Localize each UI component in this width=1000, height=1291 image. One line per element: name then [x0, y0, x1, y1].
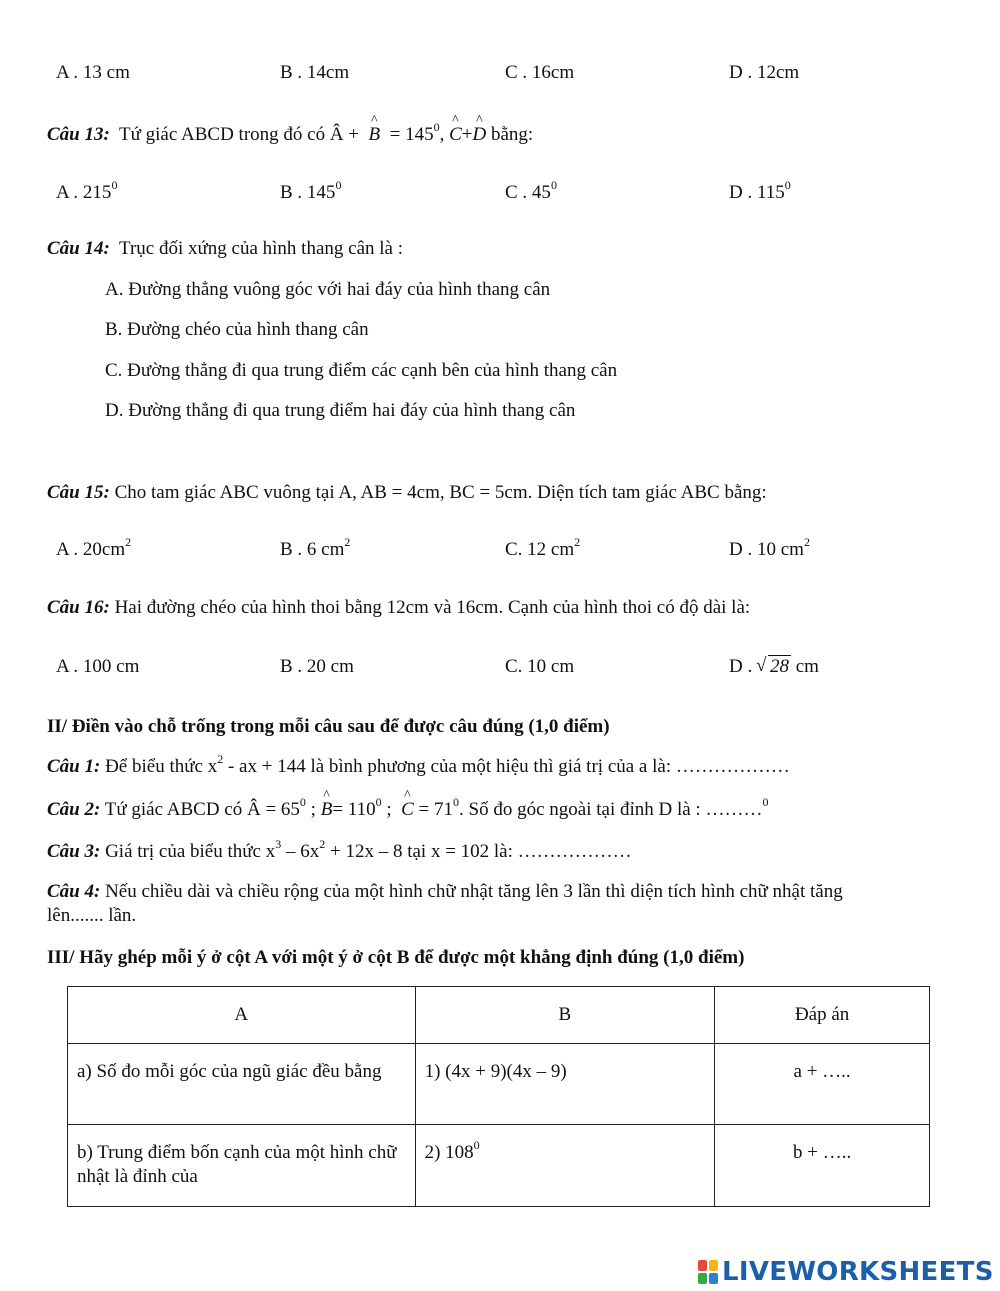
- header-col-b: B: [415, 987, 715, 1044]
- row2-answer[interactable]: b + …..: [715, 1125, 930, 1207]
- table-row: [68, 1044, 930, 1125]
- q12-option-b: B . 14cm: [280, 62, 350, 83]
- s2-question-1: Câu 1: Để biểu thức $x^2$ - ax + 144 là bình phương của một hiệu thì giá trị của a là: ………………: [47, 751, 790, 777]
- table-header-row: [68, 987, 930, 1044]
- row1-answer[interactable]: a + …..: [715, 1044, 930, 1125]
- q15-option-c: C. 12 $cm^2$: [505, 534, 581, 560]
- q13-option-b: B . $145^0$: [280, 177, 342, 203]
- matching-table: [67, 986, 930, 1207]
- q15-stem: Câu 15: Cho tam giác ABC vuông tại A, AB = 4cm, BC = 5cm. Diện tích tam giác ABC bằng:: [47, 482, 767, 503]
- q14-option-d: D. Đường thẳng đi qua trung điểm hai đáy của hình thang cân: [105, 400, 576, 421]
- q12-option-d: D . 12cm: [729, 62, 800, 83]
- s2-question-2: Câu 2: Tứ giác ABCD có Â = $65^0$ ; ^ $B= 110^0$ ; ^ $C = 71^0$. Số đo góc ngoài tại đỉnh D là : ………$^0$: [47, 799, 768, 821]
- row1-col-a: a) Số đo mỗi góc của ngũ giác đều bằng: [68, 1044, 416, 1125]
- q16-option-b: B . 20 cm: [280, 656, 354, 677]
- row2-col-b: 2) $108^0$: [415, 1125, 715, 1207]
- section2-heading: II/ Điền vào chỗ trống trong mỗi câu sau để được câu đúng (1,0 điểm): [47, 716, 610, 737]
- section3-heading: III/ Hãy ghép mỗi ý ở cột A với một ý ở cột B để được một khẳng định đúng (1,0 điểm): [47, 947, 745, 968]
- q16-option-d: D . √ 28 cm: [729, 656, 819, 678]
- row1-col-b: 1) (4x + 9)(4x – 9): [415, 1044, 715, 1125]
- q14-option-a: A. Đường thẳng vuông góc với hai đáy của hình thang cân: [105, 279, 551, 300]
- q13-label: Câu 13:: [47, 124, 110, 145]
- liveworksheets-logo: [698, 1257, 994, 1287]
- q14-label: Câu 14:: [47, 238, 110, 259]
- q14-option-b: B. Đường chéo của hình thang cân: [105, 319, 369, 340]
- q16-label: Câu 16:: [47, 597, 110, 618]
- q14-option-c: C. Đường thẳng đi qua trung điểm các cạnh bên của hình thang cân: [105, 360, 618, 381]
- q13-option-a: A . $215^0$: [56, 177, 118, 203]
- q16-option-c: C. 10 cm: [505, 656, 575, 677]
- q12-option-c: C . 16cm: [505, 62, 575, 83]
- q13-stem: Câu 13: Tứ giác ABCD trong đó có Â + ^ $B = 145^0$, ^ C+^ D bằng:: [47, 124, 533, 146]
- q13-option-d: D . $115^0$: [729, 177, 791, 203]
- row2-col-a: b) Trung điểm bốn cạnh của một hình chữ nhật là đỉnh của: [68, 1125, 416, 1207]
- q16-stem: Câu 16: Hai đường chéo của hình thoi bằng 12cm và 16cm. Cạnh của hình thoi có độ dài là:: [47, 597, 751, 618]
- q15-option-d: D . 10 $cm^2$: [729, 534, 810, 560]
- header-col-a: A: [68, 987, 416, 1044]
- header-col-answer: Đáp án: [715, 987, 930, 1044]
- s2-question-4-line2: lên....... lần.: [47, 905, 137, 926]
- q16-option-a: A . 100 cm: [56, 656, 140, 677]
- logo-mark-icon: [698, 1260, 718, 1284]
- q15-option-b: B . 6 $cm^2$: [280, 534, 351, 560]
- q12-option-a: A . 13 cm: [56, 62, 130, 83]
- q15-option-a: A . $20cm^2$: [56, 534, 132, 560]
- q15-label: Câu 15:: [47, 482, 110, 503]
- sqrt-symbol: √ 28: [757, 656, 791, 678]
- s2-question-3: Câu 3: Giá trị của biểu thức $x^3 - 6x^2 + 12x - 8$ tại x = 102 là: ………………: [47, 836, 632, 862]
- q14-stem: Câu 14: Trục đối xứng của hình thang cân là :: [47, 238, 403, 259]
- q13-option-c: C . $45^0$: [505, 177, 557, 203]
- logo-text: LIVEWORKSHEETS: [722, 1257, 994, 1287]
- table-row: [68, 1125, 930, 1207]
- s2-question-4: Câu 4: Nếu chiều dài và chiều rộng của một hình chữ nhật tăng lên 3 lần thì diện tích hình chữ nhật tăng: [47, 881, 843, 902]
